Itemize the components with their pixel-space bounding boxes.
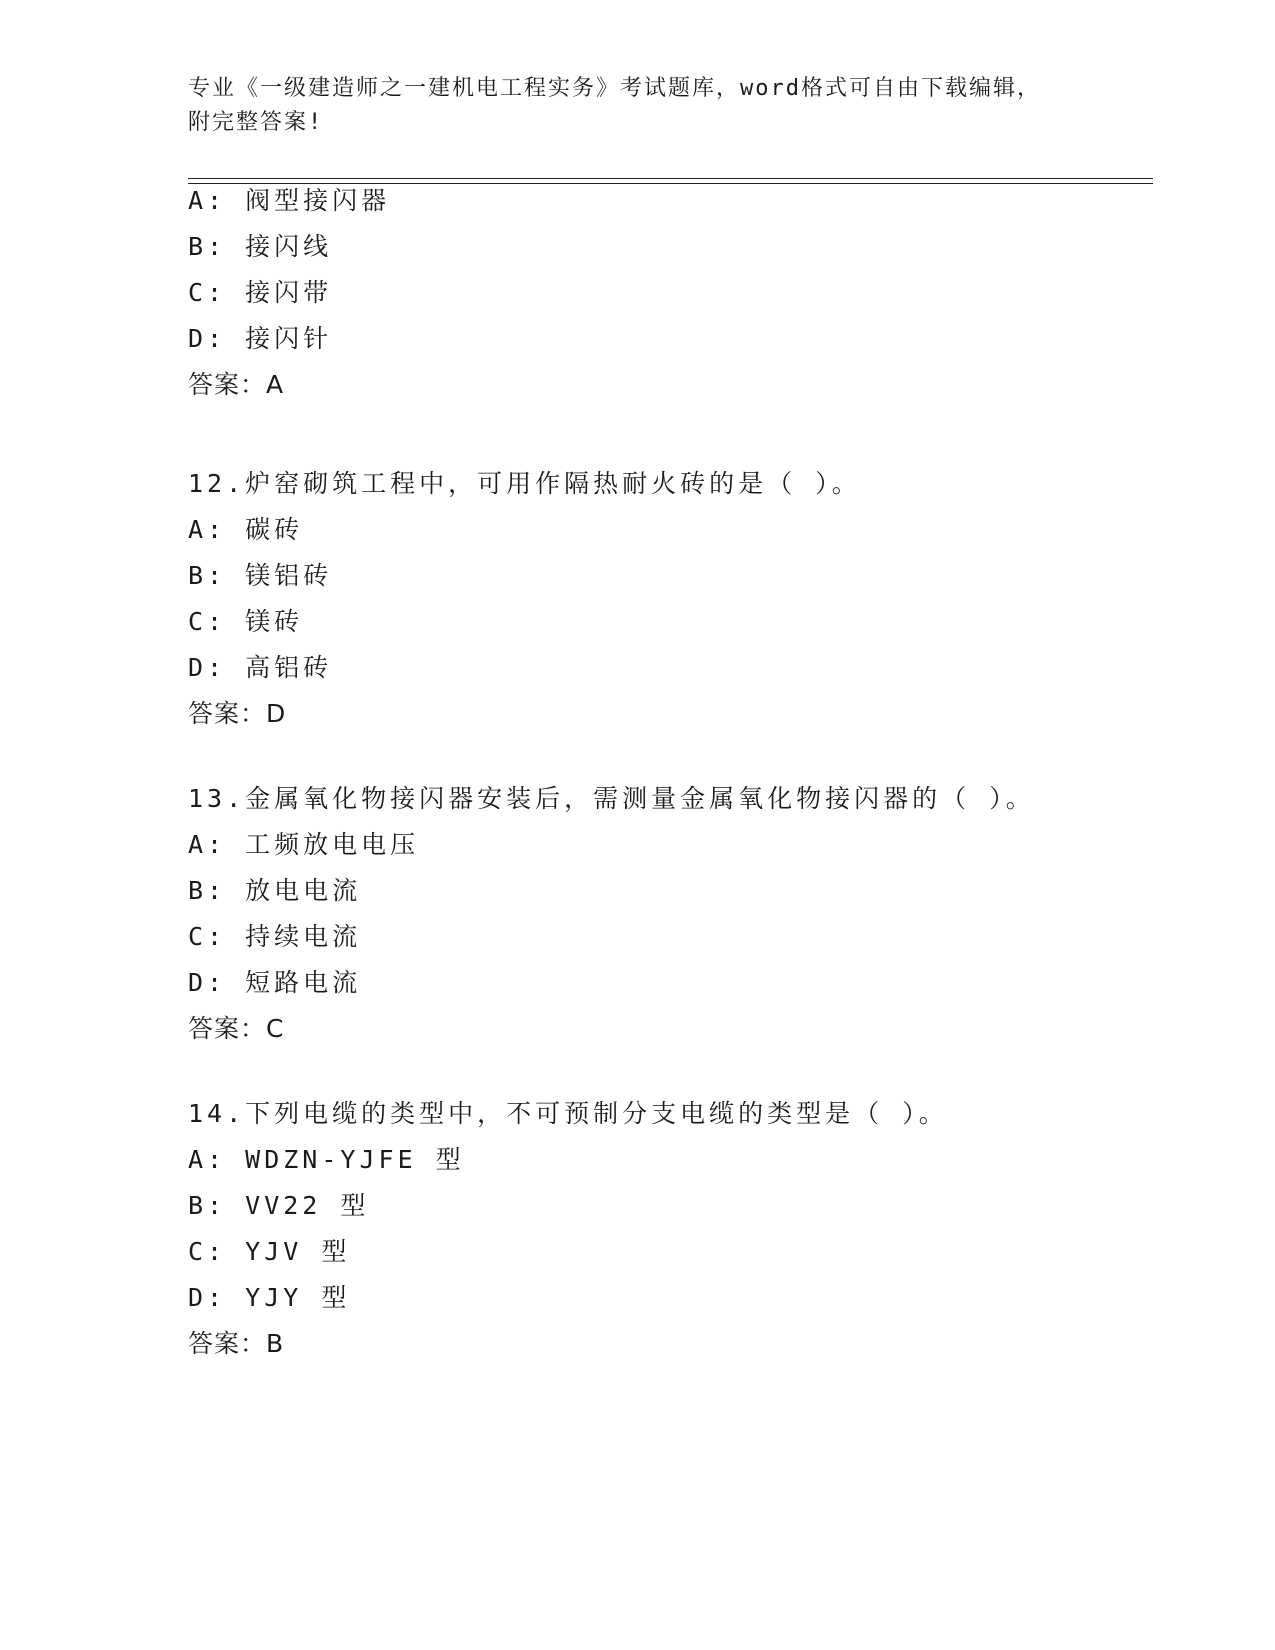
answer-value: B [266,1329,285,1358]
option-b: B: VV22 型 [188,1191,370,1220]
option-c: C: 镁砖 [188,607,304,636]
option-d: D: YJY 型 [188,1283,351,1312]
answer-value: C [266,1014,285,1043]
answer-value: A [266,370,285,399]
option-d: D: 接闪针 [188,324,333,353]
answer-line [188,691,1148,737]
option-b: B: 放电电流 [188,876,362,905]
question-stem: 13.金属氧化物接闪器安装后，需测量金属氧化物接闪器的（ ）。 [188,784,1035,813]
option-d: D: 高铝砖 [188,653,333,682]
document-header [188,72,1088,140]
option-b: B: 镁铝砖 [188,561,333,590]
option-a: A: 工频放电电压 [188,830,420,859]
option-a: A: 阀型接闪器 [188,186,391,215]
question-stem: 12.炉窑砌筑工程中，可用作隔热耐火砖的是（ ）。 [188,469,861,498]
question-12 [188,461,1148,737]
answer-label: 答案： [188,1014,267,1043]
question-11 [188,178,1148,408]
option-b: B: 接闪线 [188,232,333,261]
option-c: C: 持续电流 [188,922,362,951]
answer-value: D [266,699,287,728]
question-14 [188,1091,1148,1367]
answer-label: 答案： [188,370,267,399]
answer-label: 答案： [188,699,267,728]
answer-line [188,1006,1148,1052]
option-c: C: 接闪带 [188,278,333,307]
option-d: D: 短路电流 [188,968,362,997]
option-a: A: 碳砖 [188,515,304,544]
answer-line [188,1321,1148,1367]
option-a: A: WDZN-YJFE 型 [188,1145,465,1174]
option-c: C: YJV 型 [188,1237,351,1266]
header-line-1: 专业《一级建造师之一建机电工程实务》考试题库，word格式可自由下载编辑， [188,76,1041,101]
question-13 [188,776,1148,1052]
header-line-2: 附完整答案! [188,110,324,135]
answer-line [188,362,1148,408]
answer-label: 答案： [188,1329,267,1358]
question-stem: 14.下列电缆的类型中，不可预制分支电缆的类型是（ ）。 [188,1099,948,1128]
